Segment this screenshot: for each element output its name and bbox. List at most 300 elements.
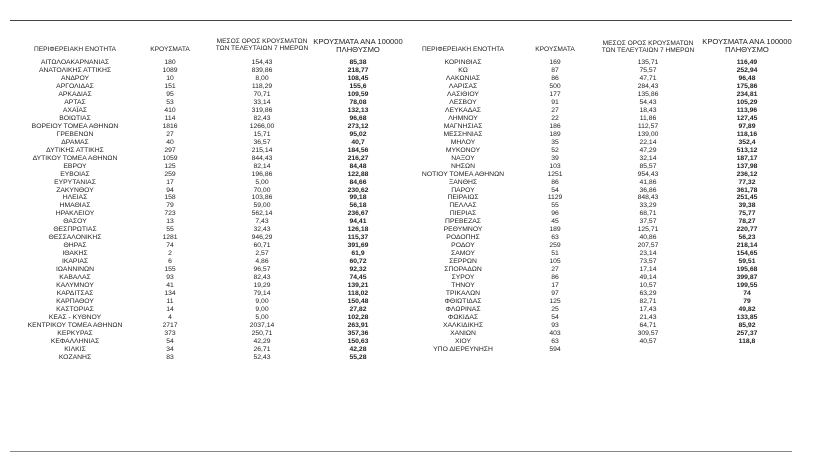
avg-cell: 64,71 [639,321,657,329]
region-cell: ΜΕΣΣΗΝΙΑΣ [443,130,483,138]
right-region-header: ΠΕΡΙΦΕΡΕΙΑΚΗ ΕΝΟΤΗΤΑ [421,46,505,53]
region-cell: ΠΡΕΒΕΖΑΣ [445,218,481,226]
per-capita-cell: 273,12 [347,122,369,130]
region-cell: ΠΕΛΛΑΣ [449,202,477,210]
table-row [10,75,408,83]
table-row [10,115,408,123]
per-capita-cell: 230,62 [347,186,369,194]
region-cell: ΦΩΚΙΔΑΣ [447,314,479,321]
region-cell: ΠΙΕΡΙΑΣ [449,210,477,218]
avg-cell: 26,71 [253,345,271,353]
cases-cell: 86 [551,274,559,282]
table-row [10,131,408,139]
cases-cell: 1089 [162,66,178,74]
table-row [10,242,408,250]
region-cell: ΜΑΓΝΗΣΙΑΣ [443,122,483,130]
region-cell: ΞΑΝΘΗΣ [448,178,478,186]
cases-cell: 403 [549,329,561,337]
cases-cell: 93 [551,321,559,329]
cases-cell: 27 [551,106,559,114]
region-cell: ΣΠΟΡΑΔΩΝ [444,266,482,274]
region-cell: ΒΟΙΩΤΙΑΣ [59,114,91,122]
cases-cell: 54 [551,314,559,321]
table-row [408,107,808,115]
table-row [408,171,808,179]
avg-cell: 40,86 [639,234,657,242]
region-cell: ΗΡΑΚΛΕΙΟΥ [55,210,95,218]
cases-cell: 27 [166,130,174,138]
avg-cell: 82,14 [253,162,271,170]
avg-cell: 1266,00 [249,122,275,130]
per-capita-cell: 56,18 [349,202,367,210]
cases-cell: 45 [551,218,559,226]
per-capita-cell: 27,82 [349,306,367,314]
avg-cell: 40,57 [639,337,657,345]
region-cell: ΘΕΣΣΑΛΟΝΙΚΗΣ [48,234,102,242]
table-row [408,314,808,322]
per-capita-cell: 118,02 [347,290,369,298]
table-row [10,314,408,322]
per-capita-cell: 175,86 [736,82,758,90]
table-row [408,91,808,99]
per-capita-cell: 122,88 [347,170,369,178]
region-cell: ΚΟΡΙΝΘΙΑΣ [444,59,482,66]
table-row [10,155,408,163]
per-capita-cell: 218,77 [347,66,369,74]
avg-cell: 52,43 [253,353,271,361]
cases-cell: 1816 [162,122,178,130]
table-row [408,115,808,123]
table-row [408,75,808,83]
per-capita-cell: 154,65 [736,250,758,258]
region-cell: ΜΥΚΟΝΟΥ [445,146,481,154]
avg-cell: 207,57 [637,242,659,250]
per-capita-cell: 155,6 [349,82,367,90]
region-cell: ΑΧΑΪΑΣ [62,106,88,114]
per-capita-cell: 109,59 [347,90,369,98]
per-capita-cell: 126,18 [347,226,369,234]
cases-cell: 86 [551,178,559,186]
cases-cell: 1281 [162,234,178,242]
avg-cell: 11,86 [639,114,657,122]
table-row [10,330,408,338]
avg-cell: 309,57 [637,329,659,337]
region-cell: ΙΚΑΡΙΑΣ [61,258,89,266]
cases-cell: 114 [164,114,176,122]
avg-cell: 5,00 [255,178,269,186]
region-cell: ΥΠΟ ΔΙΕΡΕΥΝΗΣΗ [433,345,493,353]
table-row [408,218,808,226]
table-row [408,123,808,131]
table-row [408,258,808,266]
cases-cell: 74 [166,242,174,250]
cases-cell: 373 [164,329,176,337]
per-capita-cell: 40,7 [351,138,365,146]
cases-cell: 51 [551,250,559,258]
avg-cell: 36,57 [253,138,271,146]
region-cell: ΛΑΚΩΝΙΑΣ [445,74,481,82]
avg-cell: 135,86 [637,90,659,98]
table-row [10,91,408,99]
table-row [408,59,808,67]
top-rule [10,20,792,21]
avg-cell: 8,00 [255,74,269,82]
table-row [408,131,808,139]
avg-cell: 18,43 [639,106,657,114]
cases-cell: 125 [164,162,176,170]
avg-cell: 49,14 [639,274,657,282]
per-capita-cell: 139,21 [347,282,369,290]
per-capita-cell: 184,56 [347,146,369,154]
per-capita-cell: 102,28 [347,314,369,321]
cases-cell: 54 [166,337,174,345]
right-per-header [692,38,802,54]
avg-cell: 17,43 [639,306,657,314]
table-row [408,99,808,107]
region-cell: ΚΑΡΔΙΤΣΑΣ [56,290,94,298]
avg-cell: 82,43 [253,114,271,122]
avg-cell: 2037,14 [249,321,275,329]
cases-cell: 105 [549,258,561,266]
per-capita-cell: 391,69 [347,242,369,250]
right-avg-header [598,40,698,55]
region-cell: ΧΑΝΙΩΝ [450,329,476,337]
region-cell: ΡΟΔΟΥ [451,242,475,250]
per-capita-cell: 49,82 [738,306,756,314]
cases-cell: 11 [166,298,174,306]
table-row [408,67,808,75]
region-cell: ΝΑΞΟΥ [451,154,475,162]
per-capita-cell: 77,32 [738,178,756,186]
per-capita-cell: 99,18 [349,194,367,202]
avg-cell: 23,14 [639,250,657,258]
table-row [10,226,408,234]
per-capita-cell: 251,45 [736,194,758,202]
region-cell: ΛΑΣΙΘΙΟΥ [447,90,479,98]
region-cell: ΑΙΤΩΛΟΑΚΑΡΝΑΝΙΑΣ [40,59,110,66]
per-capita-cell: 137,98 [736,162,758,170]
avg-cell: 85,57 [639,162,657,170]
per-capita-cell: 108,45 [347,74,369,82]
avg-cell: 73,57 [639,258,657,266]
cases-cell: 2 [168,250,172,258]
region-cell: ΗΜΑΘΙΑΣ [59,202,91,210]
region-cell: ΑΡΤΑΣ [64,98,86,106]
table-row [408,306,808,314]
cases-cell: 94 [166,186,174,194]
right-per-header-line2: ΠΛΗΘΥΣΜΟ [725,45,769,55]
cases-cell: 151 [164,82,176,90]
avg-cell: 47,29 [639,146,657,154]
avg-cell: 319,86 [251,106,273,114]
region-cell: ΘΑΣΟΥ [63,218,87,226]
region-cell: ΛΕΥΚΑΔΑΣ [445,106,481,114]
cases-cell: 93 [166,274,174,282]
avg-cell: 4,86 [255,258,269,266]
avg-cell: 2,57 [255,250,269,258]
table-row [10,59,408,67]
per-capita-cell: 352,4 [738,138,756,146]
table-row [10,290,408,298]
region-cell: ΚΩ [458,66,468,74]
cases-cell: 55 [551,202,559,210]
avg-cell: 946,29 [251,234,273,242]
per-capita-cell: 42,28 [349,345,367,353]
cases-cell: 1251 [547,170,563,178]
cases-cell: 259 [164,170,176,178]
region-cell: ΚΕΑΣ - ΚΥΘΝΟΥ [48,314,102,321]
cases-cell: 2717 [162,321,178,329]
avg-cell: 839,86 [251,66,273,74]
cases-cell: 259 [549,242,561,250]
region-cell: ΚΕΝΤΡΙΚΟΥ ΤΟΜΕΑ ΑΘΗΝΩΝ [27,321,123,329]
table-row [10,107,408,115]
table-row [408,338,808,346]
cases-cell: 1129 [547,194,563,202]
region-cell: ΒΟΡΕΙΟΥ ΤΟΜΕΑ ΑΘΗΝΩΝ [31,122,119,130]
avg-cell: 82,43 [253,274,271,282]
region-cell: ΣΕΡΡΩΝ [449,258,477,266]
right-avg-header-line1: ΜΕΣΟΣ ΟΡΟΣ ΚΡΟΥΣΜΑΤΩΝ [602,40,694,47]
table-row [10,99,408,107]
right-table [408,59,808,354]
right-avg-header-line2: ΤΩΝ ΤΕΛΕΥΤΑΙΩΝ 7 ΗΜΕΡΩΝ [601,47,695,55]
region-cell: ΔΥΤΙΚΟΥ ΤΟΜΕΑ ΑΘΗΝΩΝ [32,154,118,162]
per-capita-cell: 75,77 [738,210,756,218]
per-capita-cell: 236,67 [347,210,369,218]
avg-cell: 112,57 [637,122,659,130]
region-cell: ΗΛΕΙΑΣ [62,194,88,202]
per-capita-cell: 133,85 [736,314,758,321]
avg-cell: 848,43 [637,194,659,202]
per-capita-cell: 59,51 [738,258,756,266]
region-cell: ΛΗΜΝΟΥ [448,114,478,122]
per-capita-cell: 236,12 [736,170,758,178]
region-cell: ΡΟΔΟΠΗΣ [446,234,480,242]
table-row [10,266,408,274]
avg-cell: 41,86 [639,178,657,186]
cases-cell: 158 [164,194,176,202]
cases-cell: 91 [551,98,559,106]
per-capita-cell: 78,08 [349,98,367,106]
cases-cell: 53 [166,98,174,106]
per-capita-cell: 513,12 [736,146,758,154]
per-capita-cell: 199,55 [736,282,758,290]
avg-cell: 70,71 [253,90,271,98]
left-avg-header-line2: ΤΩΝ ΤΕΛΕΥΤΑΙΩΝ 7 ΗΜΕΡΩΝ [215,45,309,53]
left-avg-header-line1: ΜΕΣΟΣ ΟΡΟΣ ΚΡΟΥΣΜΑΤΩΝ [216,38,308,45]
table-row [408,330,808,338]
per-capita-cell: 85,92 [738,321,756,329]
cases-cell: 13 [166,218,174,226]
region-cell: ΛΕΣΒΟΥ [449,98,477,106]
table-row [408,250,808,258]
per-capita-cell: 187,17 [736,154,758,162]
per-capita-cell: 92,32 [349,266,367,274]
table-row [408,210,808,218]
per-capita-cell: 132,13 [347,106,369,114]
per-capita-cell: 55,28 [349,353,367,361]
per-capita-cell: 96,68 [349,114,367,122]
region-cell: ΦΛΩΡΙΝΑΣ [445,306,481,314]
cases-cell: 40 [166,138,174,146]
per-capita-cell: 60,72 [349,258,367,266]
per-capita-cell: 399,87 [736,274,758,282]
table-row [10,234,408,242]
table-row [408,298,808,306]
region-cell: ΚΙΛΚΙΣ [64,345,86,353]
per-capita-cell: 257,37 [736,329,758,337]
per-capita-cell: 78,27 [738,218,756,226]
table-row [408,194,808,202]
cases-cell: 17 [551,282,559,290]
region-cell: ΚΟΖΑΝΗΣ [58,353,92,361]
avg-cell: 37,57 [639,218,657,226]
avg-cell: 9,00 [255,298,269,306]
per-capita-cell: 118,8 [738,337,756,345]
cases-cell: 1059 [162,154,178,162]
table-row [10,218,408,226]
table-row [10,338,408,346]
avg-cell: 59,00 [253,202,271,210]
cases-cell: 86 [551,74,559,82]
cases-cell: 95 [166,90,174,98]
per-capita-cell: 97,89 [738,122,756,130]
left-avg-header [212,38,312,53]
region-cell: ΧΙΟΥ [454,337,472,345]
per-capita-cell: 74 [743,290,751,298]
table-row [408,234,808,242]
region-cell: ΚΑΛΥΜΝΟΥ [56,282,94,290]
avg-cell: 9,00 [255,306,269,314]
avg-cell: 17,14 [639,266,657,274]
per-capita-cell: 61,9 [351,250,365,258]
avg-cell: 42,29 [253,337,271,345]
avg-cell: 135,71 [637,59,659,66]
region-cell: ΛΑΡΙΣΑΣ [448,82,478,90]
per-capita-cell: 118,16 [736,130,758,138]
table-row [408,187,808,195]
avg-cell: 562,14 [251,210,273,218]
cases-cell: 125 [549,298,561,306]
table-row [10,179,408,187]
avg-cell: 79,14 [253,290,271,298]
per-capita-cell: 195,68 [736,266,758,274]
table-row [10,163,408,171]
cases-cell: 155 [164,266,176,274]
region-cell: ΠΑΡΟΥ [451,186,475,194]
cases-cell: 6 [168,258,172,266]
region-cell: ΧΑΛΚΙΔΙΚΗΣ [442,321,484,329]
avg-cell: 96,57 [253,266,271,274]
avg-cell: 844,43 [251,154,273,162]
cases-cell: 55 [166,226,174,234]
per-capita-cell: 56,23 [738,234,756,242]
cases-cell: 103 [549,162,561,170]
cases-cell: 79 [166,202,174,210]
region-cell: ΚΑΡΠΑΘΟΥ [56,298,94,306]
cases-cell: 189 [549,226,561,234]
table-row [10,194,408,202]
table-row [408,163,808,171]
avg-cell: 63,29 [639,290,657,298]
table-row [10,210,408,218]
cases-cell: 87 [551,66,559,74]
region-cell: ΑΡΓΟΛΙΔΑΣ [56,82,94,90]
avg-cell: 68,71 [639,210,657,218]
table-row [408,274,808,282]
avg-cell: 10,57 [639,282,657,290]
avg-cell: 32,43 [253,226,271,234]
per-capita-cell: 263,91 [347,321,369,329]
right-per-header-line1: ΚΡΟΥΣΜΑΤΑ ΑΝΑ 100000 [702,37,792,46]
per-capita-cell: 234,81 [736,90,758,98]
table-row [408,242,808,250]
per-capita-cell: 84,66 [349,178,367,186]
avg-cell: 954,43 [637,170,659,178]
cases-cell: 96 [551,210,559,218]
avg-cell: 215,14 [251,146,273,154]
cases-cell: 180 [164,59,176,66]
per-capita-cell: 116,49 [736,59,758,66]
left-table [10,59,408,362]
avg-cell: 47,71 [639,74,657,82]
avg-cell: 33,29 [639,202,657,210]
table-row [408,139,808,147]
avg-cell: 32,14 [639,154,657,162]
cases-cell: 25 [551,306,559,314]
avg-cell: 5,00 [255,314,269,321]
region-cell: ΙΩΑΝΝΙΝΩΝ [55,266,95,274]
region-cell: ΔΥΤΙΚΗΣ ΑΤΤΙΚΗΣ [46,146,104,154]
avg-cell: 139,00 [637,130,659,138]
table-row [10,274,408,282]
region-cell: ΜΗΛΟΥ [450,138,476,146]
per-capita-cell: 216,27 [347,154,369,162]
per-capita-cell: 220,77 [736,226,758,234]
table-row [408,290,808,298]
per-capita-cell: 94,41 [349,218,367,226]
region-cell: ΑΝΔΡΟΥ [60,74,90,82]
per-capita-cell: 105,29 [736,98,758,106]
avg-cell: 19,29 [253,282,271,290]
region-cell: ΚΑΒΑΛΑΣ [59,274,91,282]
left-cases-header: ΚΡΟΥΣΜΑΤΑ [150,46,190,53]
cases-cell: 10 [166,74,174,82]
region-cell: ΠΕΙΡΑΙΩΣ [447,194,479,202]
left-region-header: ΠΕΡΙΦΕΡΕΙΑΚΗ ΕΝΟΤΗΤΑ [33,46,117,53]
table-row [10,139,408,147]
table-row [10,322,408,330]
avg-cell: 82,71 [639,298,657,306]
table-row [10,282,408,290]
region-cell: ΖΑΚΥΝΘΟΥ [56,186,94,194]
per-capita-cell: 218,14 [736,242,758,250]
cases-cell: 177 [549,90,561,98]
table-row [10,202,408,210]
avg-cell: 125,71 [637,226,659,234]
table-row [10,147,408,155]
cases-cell: 63 [551,234,559,242]
avg-cell: 196,86 [251,170,273,178]
per-capita-cell: 113,96 [736,106,758,114]
avg-cell: 7,43 [255,218,269,226]
table-row [10,306,408,314]
cases-cell: 169 [549,59,561,66]
avg-cell: 22,14 [639,138,657,146]
table-row [10,298,408,306]
cases-cell: 34 [166,345,174,353]
